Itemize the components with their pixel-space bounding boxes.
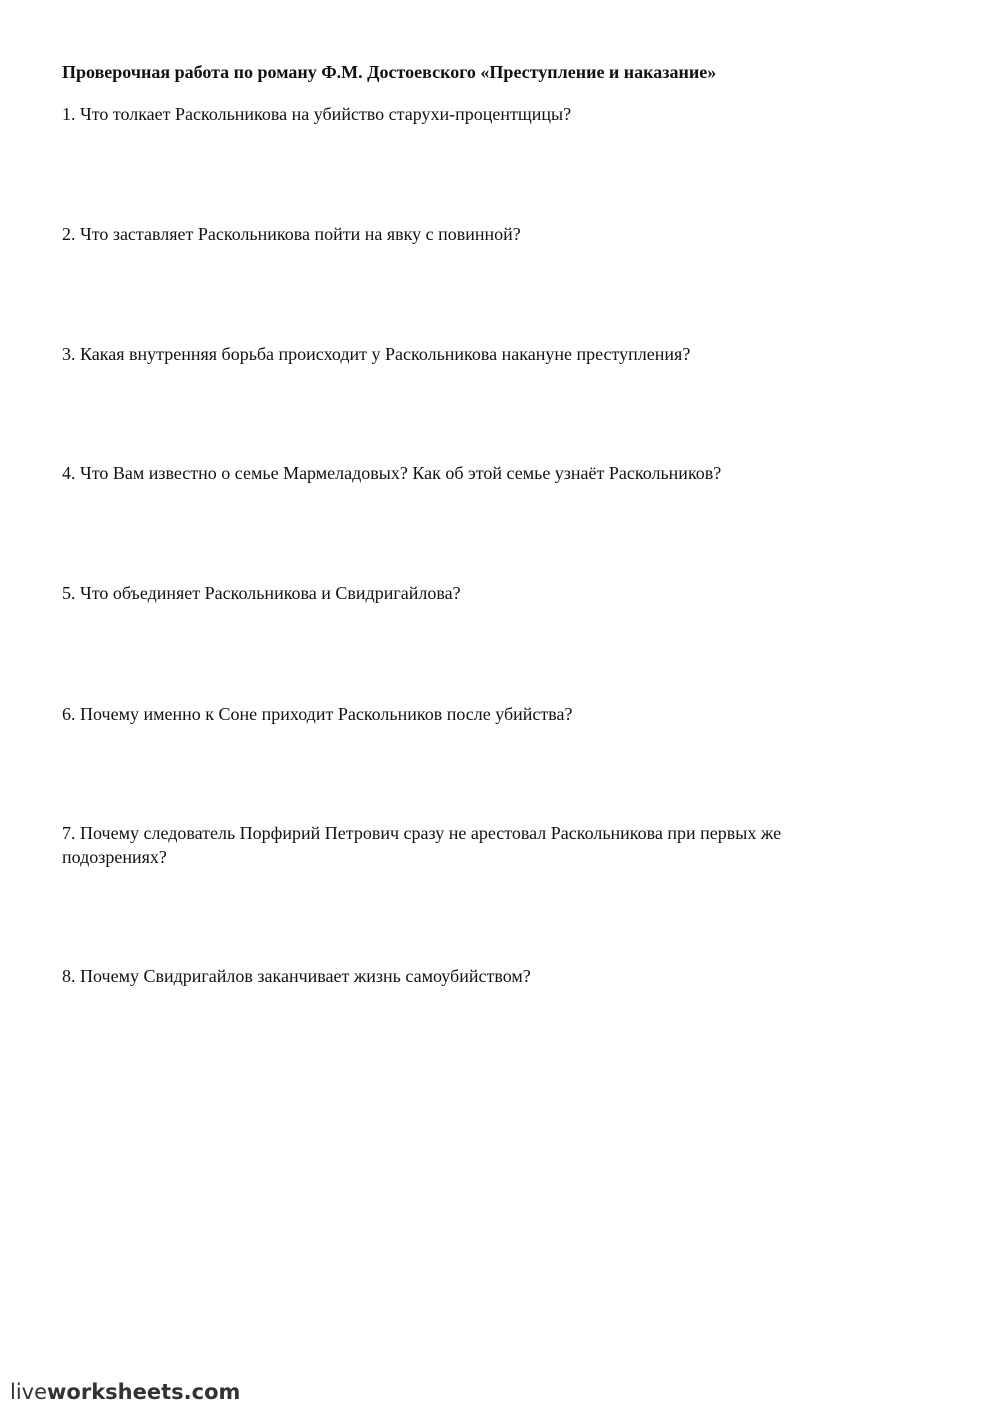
logo-bold-text: worksheets.com [47, 1380, 241, 1404]
question-1-text: 1. Что толкает Раскольникова на убийство старухи-процентщицы? [62, 104, 572, 124]
question-7-text-line-1: 7. Почему следователь Порфирий Петрович сразу не арестовал Раскольникова при первых же [62, 823, 782, 843]
answer-area-5[interactable] [62, 620, 938, 680]
question-3-text: 3. Какая внутренняя борьба происходит у Раскольникова накануне преступления? [62, 344, 691, 364]
answer-area-2[interactable] [62, 260, 938, 320]
question-2-text: 2. Что заставляет Раскольникова пойти на явку с повинной? [62, 224, 521, 244]
question-3 [62, 342, 690, 366]
answer-area-6[interactable] [62, 740, 938, 800]
logo-light-text: live [10, 1380, 48, 1404]
liveworksheets-logo [10, 1380, 240, 1404]
answer-area-3[interactable] [62, 380, 938, 440]
question-8-text: 8. Почему Свидригайлов заканчивает жизнь самоубийством? [62, 966, 531, 986]
answer-area-7[interactable] [62, 880, 938, 940]
question-4 [62, 461, 721, 485]
answer-area-8[interactable] [62, 1002, 938, 1062]
question-5-text: 5. Что объединяет Раскольникова и Свидригайлова? [62, 583, 461, 603]
question-2 [62, 222, 521, 246]
question-4-text: 4. Что Вам известно о семье Мармеладовых? Как об этой семье узнаёт Раскольников? [62, 463, 722, 483]
question-7-text-line-2: подозрениях? [62, 847, 167, 867]
question-6-text: 6. Почему именно к Соне приходит Раскольников после убийства? [62, 704, 573, 724]
question-7 [62, 821, 781, 869]
question-1 [62, 102, 571, 126]
question-5 [62, 581, 461, 605]
worksheet-title: Проверочная работа по роману Ф.М. Достоевского «Преступление и наказание» [62, 62, 717, 82]
question-6 [62, 702, 573, 726]
answer-area-4[interactable] [62, 500, 938, 560]
question-8 [62, 964, 531, 988]
answer-area-1[interactable] [62, 140, 938, 200]
